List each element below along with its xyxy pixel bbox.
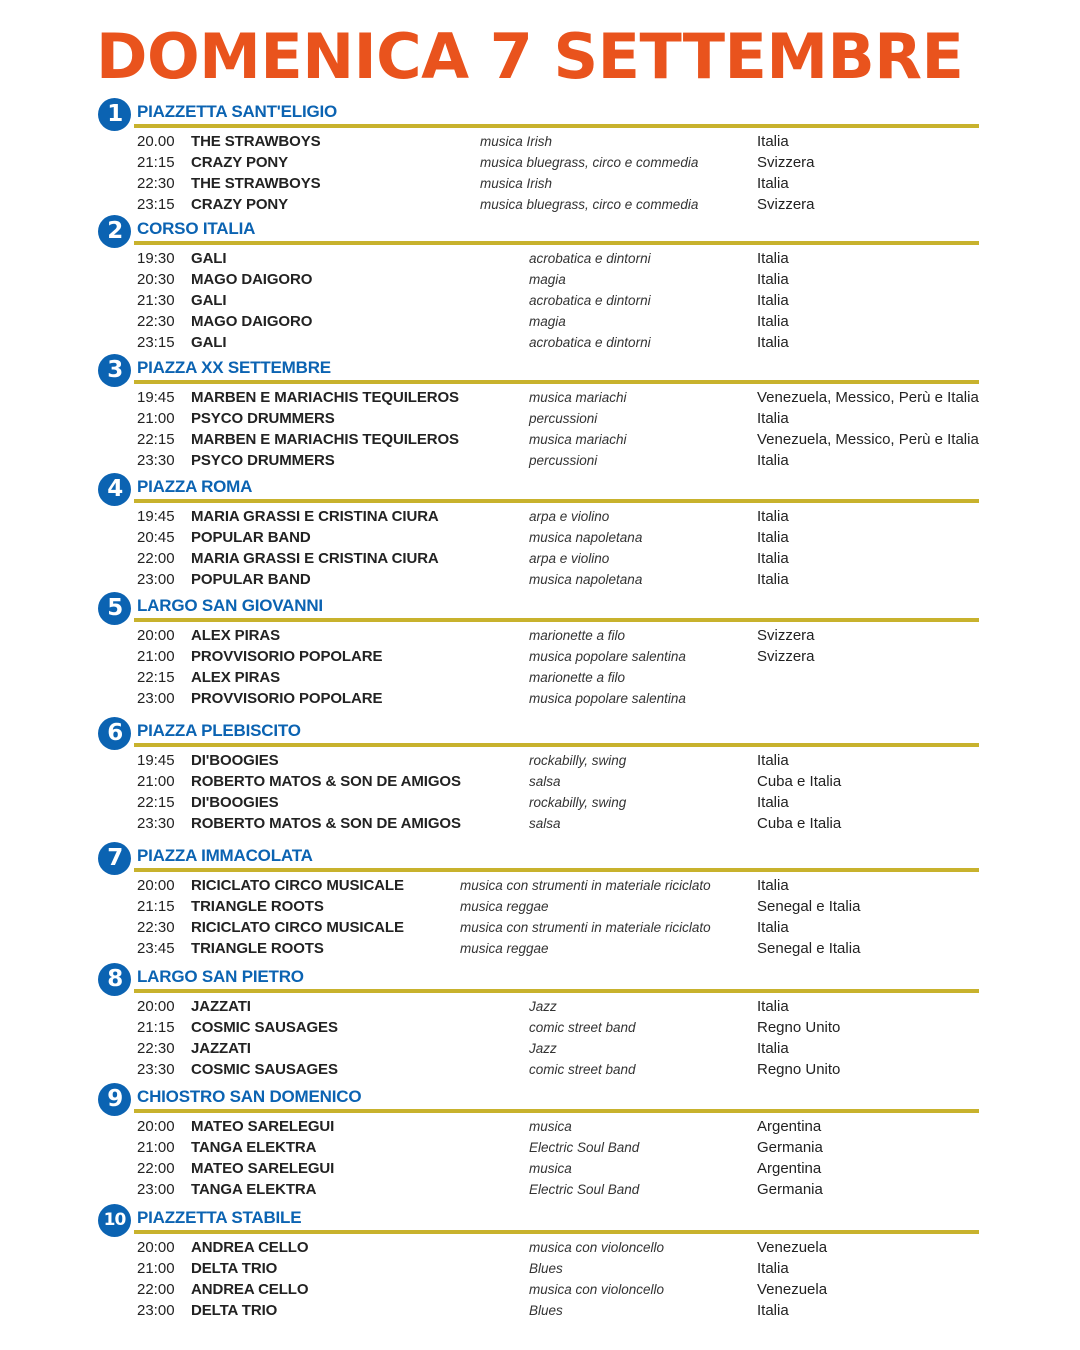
venue-header <box>0 592 1080 626</box>
performer-name: MARIA GRASSI E CRISTINA CIURA <box>191 508 439 525</box>
performance-row <box>0 1238 1080 1259</box>
performance-genre: musica con strumenti in materiale riciclato <box>460 878 711 893</box>
performance-genre: musica popolare salentina <box>529 649 686 664</box>
performance-genre: Jazz <box>529 999 557 1014</box>
performance-genre: musica <box>529 1161 572 1176</box>
performance-row <box>0 1159 1080 1180</box>
performer-name: MARIA GRASSI E CRISTINA CIURA <box>191 550 439 567</box>
performer-name: PSYCO DRUMMERS <box>191 452 335 469</box>
venue-divider <box>134 743 979 747</box>
performance-genre: Electric Soul Band <box>529 1182 640 1197</box>
performance-list <box>0 751 1080 835</box>
performance-genre: Blues <box>529 1303 563 1318</box>
venue-number-badge: 10 <box>98 1204 131 1237</box>
performance-time: 20.00 <box>137 133 175 150</box>
performer-name: JAZZATI <box>191 1040 251 1057</box>
performance-row <box>0 793 1080 814</box>
performer-name: ALEX PIRAS <box>191 627 281 644</box>
performance-genre: Electric Soul Band <box>529 1140 640 1155</box>
performance-time: 22:30 <box>137 919 175 936</box>
venue-name: LARGO SAN GIOVANNI <box>137 596 323 615</box>
performer-name: PSYCO DRUMMERS <box>191 410 335 427</box>
performer-country: Regno Unito <box>757 1019 841 1036</box>
performance-row <box>0 333 1080 354</box>
performer-name: TANGA ELEKTRA <box>191 1181 317 1198</box>
performer-name: RICICLATO CIRCO MUSICALE <box>191 877 404 894</box>
performance-time: 20:00 <box>137 998 175 1015</box>
performance-row <box>0 174 1080 195</box>
performance-row <box>0 997 1080 1018</box>
performance-genre: musica reggae <box>460 941 549 956</box>
venue-number-badge: 6 <box>98 717 131 750</box>
performer-name: PROVVISORIO POPOLARE <box>191 690 383 707</box>
performance-genre: salsa <box>529 816 561 831</box>
performance-row <box>0 1018 1080 1039</box>
venue-header <box>0 473 1080 507</box>
venue-header <box>0 1083 1080 1117</box>
performance-time: 23:00 <box>137 1302 175 1319</box>
performance-row <box>0 132 1080 153</box>
performer-country: Venezuela, Messico, Perù e Italia <box>757 389 979 406</box>
performer-country: Cuba e Italia <box>757 773 842 790</box>
performer-country: Italia <box>757 529 789 546</box>
performance-time: 22:00 <box>137 1160 175 1177</box>
performance-genre: musica napoletana <box>529 530 643 545</box>
venue-name: PIAZZETTA SANT'ELIGIO <box>137 102 338 121</box>
performance-time: 21:00 <box>137 1260 175 1277</box>
performer-name: POPULAR BAND <box>191 529 311 546</box>
performer-name: MATEO SARELEGUI <box>191 1118 335 1135</box>
venue-number-badge: 4 <box>98 473 131 506</box>
venue-name: PIAZZETTA STABILE <box>137 1208 302 1227</box>
performer-country: Italia <box>757 1040 789 1057</box>
venue-name: LARGO SAN PIETRO <box>137 967 304 986</box>
performance-genre: acrobatica e dintorni <box>529 293 651 308</box>
performance-row <box>0 1180 1080 1201</box>
performance-genre: comic street band <box>529 1020 636 1035</box>
venue-header <box>0 717 1080 751</box>
performance-time: 23:15 <box>137 196 175 213</box>
performer-name: ANDREA CELLO <box>191 1239 309 1256</box>
performance-row <box>0 291 1080 312</box>
performer-country: Italia <box>757 133 789 150</box>
performer-country: Italia <box>757 752 789 769</box>
performer-name: ALEX PIRAS <box>191 669 281 686</box>
performance-time: 20:30 <box>137 271 175 288</box>
performance-genre: musica Irish <box>480 176 553 191</box>
performer-name: GALI <box>191 292 227 309</box>
venue-divider <box>134 124 979 128</box>
performance-time: 22:15 <box>137 669 175 686</box>
performance-row <box>0 1117 1080 1138</box>
performer-country: Argentina <box>757 1118 822 1135</box>
performance-genre: musica mariachi <box>529 432 627 447</box>
performance-row <box>0 647 1080 668</box>
performance-time: 21:00 <box>137 1139 175 1156</box>
performance-genre: musica con violoncello <box>529 1282 665 1297</box>
performer-country: Senegal e Italia <box>757 898 861 915</box>
venue-header <box>0 1204 1080 1238</box>
performance-row <box>0 876 1080 897</box>
performance-row <box>0 1039 1080 1060</box>
performance-time: 23:00 <box>137 690 175 707</box>
performer-country: Italia <box>757 877 789 894</box>
performer-country: Svizzera <box>757 627 815 644</box>
performance-genre: salsa <box>529 774 561 789</box>
performer-country: Italia <box>757 1302 789 1319</box>
performance-time: 21:15 <box>137 154 175 171</box>
performance-genre: rockabilly, swing <box>529 795 627 810</box>
performance-time: 21:15 <box>137 898 175 915</box>
venue-number-badge: 3 <box>98 354 131 387</box>
performance-time: 23:30 <box>137 452 175 469</box>
performance-row <box>0 1301 1080 1322</box>
performance-time: 23:45 <box>137 940 175 957</box>
performance-genre: musica napoletana <box>529 572 643 587</box>
performance-genre: comic street band <box>529 1062 636 1077</box>
performer-country: Italia <box>757 250 789 267</box>
performer-country: Italia <box>757 1260 789 1277</box>
performance-list <box>0 132 1080 216</box>
performer-name: TRIANGLE ROOTS <box>191 898 324 915</box>
performance-time: 21:00 <box>137 773 175 790</box>
performance-genre: musica mariachi <box>529 390 627 405</box>
performance-genre: rockabilly, swing <box>529 753 627 768</box>
performer-country: Venezuela <box>757 1239 828 1256</box>
performance-time: 22:00 <box>137 550 175 567</box>
performer-name: MARBEN E MARIACHIS TEQUILEROS <box>191 431 459 448</box>
performer-country: Svizzera <box>757 196 815 213</box>
performer-name: DI'BOOGIES <box>191 752 279 769</box>
venue-number-badge: 7 <box>98 842 131 875</box>
performer-name: ANDREA CELLO <box>191 1281 309 1298</box>
performance-row <box>0 668 1080 689</box>
performance-time: 22:00 <box>137 1281 175 1298</box>
performer-name: ROBERTO MATOS & SON DE AMIGOS <box>191 815 461 832</box>
performer-country: Italia <box>757 919 789 936</box>
venue-name: PIAZZA ROMA <box>137 477 253 496</box>
performer-country: Venezuela <box>757 1281 828 1298</box>
performance-time: 19:30 <box>137 250 175 267</box>
performance-row <box>0 751 1080 772</box>
performance-time: 23:30 <box>137 815 175 832</box>
venue-number-badge: 2 <box>98 215 131 248</box>
performer-name: CRAZY PONY <box>191 196 289 213</box>
performance-time: 21:15 <box>137 1019 175 1036</box>
performance-row <box>0 1138 1080 1159</box>
performer-country: Italia <box>757 508 789 525</box>
performer-name: MATEO SARELEGUI <box>191 1160 335 1177</box>
performer-name: TRIANGLE ROOTS <box>191 940 324 957</box>
performer-name: MAGO DAIGORO <box>191 313 313 330</box>
performance-genre: musica con violoncello <box>529 1240 665 1255</box>
performance-time: 20:00 <box>137 1239 175 1256</box>
performer-country: Italia <box>757 452 789 469</box>
performer-name: DELTA TRIO <box>191 1302 278 1319</box>
performance-list <box>0 1117 1080 1201</box>
performer-country: Italia <box>757 550 789 567</box>
performer-name: TANGA ELEKTRA <box>191 1139 317 1156</box>
performer-name: MAGO DAIGORO <box>191 271 313 288</box>
performance-row <box>0 626 1080 647</box>
performance-list <box>0 388 1080 472</box>
performance-genre: musica reggae <box>460 899 549 914</box>
performer-name: GALI <box>191 334 227 351</box>
performer-name: ROBERTO MATOS & SON DE AMIGOS <box>191 773 461 790</box>
performer-country: Italia <box>757 794 789 811</box>
performance-list <box>0 1238 1080 1322</box>
performance-genre: arpa e violino <box>529 551 610 566</box>
performance-row <box>0 270 1080 291</box>
performance-genre: Blues <box>529 1261 563 1276</box>
performance-row <box>0 451 1080 472</box>
venue-divider <box>134 989 979 993</box>
performance-row <box>0 1259 1080 1280</box>
performance-genre: acrobatica e dintorni <box>529 251 651 266</box>
performer-name: POPULAR BAND <box>191 571 311 588</box>
performance-genre: musica bluegrass, circo e commedia <box>480 155 699 170</box>
venue-header <box>0 842 1080 876</box>
performance-time: 23:15 <box>137 334 175 351</box>
venue-divider <box>134 868 979 872</box>
venue-name: PIAZZA XX SETTEMBRE <box>137 358 331 377</box>
performance-time: 21:30 <box>137 292 175 309</box>
performance-row <box>0 897 1080 918</box>
venue-divider <box>134 380 979 384</box>
venue-name: PIAZZA PLEBISCITO <box>137 721 301 740</box>
performance-time: 22:30 <box>137 175 175 192</box>
performance-time: 22:15 <box>137 794 175 811</box>
performer-country: Italia <box>757 175 789 192</box>
performance-list <box>0 249 1080 354</box>
performance-row <box>0 153 1080 174</box>
performer-name: COSMIC SAUSAGES <box>191 1061 338 1078</box>
venue-header <box>0 963 1080 997</box>
performer-name: COSMIC SAUSAGES <box>191 1019 338 1036</box>
venue-name: PIAZZA IMMACOLATA <box>137 846 313 865</box>
venue-header <box>0 215 1080 249</box>
performer-country: Italia <box>757 571 789 588</box>
performance-genre: musica popolare salentina <box>529 691 686 706</box>
performer-name: THE STRAWBOYS <box>191 133 321 150</box>
performance-time: 20:45 <box>137 529 175 546</box>
performance-list <box>0 507 1080 591</box>
performer-country: Italia <box>757 271 789 288</box>
performance-time: 20:00 <box>137 1118 175 1135</box>
performance-time: 21:00 <box>137 648 175 665</box>
performance-list <box>0 626 1080 710</box>
venue-name: CHIOSTRO SAN DOMENICO <box>137 1087 362 1106</box>
performer-country: Germania <box>757 1139 823 1156</box>
performer-name: CRAZY PONY <box>191 154 289 171</box>
performance-row <box>0 689 1080 710</box>
performance-genre: acrobatica e dintorni <box>529 335 651 350</box>
performance-row <box>0 939 1080 960</box>
performer-country: Italia <box>757 292 789 309</box>
venue-divider <box>134 1230 979 1234</box>
performer-country: Senegal e Italia <box>757 940 861 957</box>
performance-row <box>0 549 1080 570</box>
performer-name: RICICLATO CIRCO MUSICALE <box>191 919 404 936</box>
venue-name: CORSO ITALIA <box>137 219 256 238</box>
performance-genre: marionette a filo <box>529 670 626 685</box>
performer-name: DELTA TRIO <box>191 1260 278 1277</box>
performer-name: JAZZATI <box>191 998 251 1015</box>
performance-time: 19:45 <box>137 508 175 525</box>
venue-divider <box>134 241 979 245</box>
venue-header <box>0 354 1080 388</box>
performer-country: Venezuela, Messico, Perù e Italia <box>757 431 979 448</box>
performance-row <box>0 249 1080 270</box>
performance-genre: arpa e violino <box>529 509 610 524</box>
performance-time: 22:15 <box>137 431 175 448</box>
performance-genre: musica bluegrass, circo e commedia <box>480 197 699 212</box>
performance-time: 19:45 <box>137 752 175 769</box>
performer-country: Germania <box>757 1181 823 1198</box>
performance-row <box>0 312 1080 333</box>
performer-country: Regno Unito <box>757 1061 841 1078</box>
venue-number-badge: 8 <box>98 963 131 996</box>
performance-row <box>0 570 1080 591</box>
performance-row <box>0 1280 1080 1301</box>
performer-country: Svizzera <box>757 648 815 665</box>
performance-row <box>0 1060 1080 1081</box>
performance-genre: musica Irish <box>480 134 553 149</box>
performance-list <box>0 997 1080 1081</box>
performance-genre: Jazz <box>529 1041 557 1056</box>
performance-row <box>0 195 1080 216</box>
performer-country: Italia <box>757 410 789 427</box>
performance-row <box>0 430 1080 451</box>
performance-genre: marionette a filo <box>529 628 626 643</box>
performance-time: 21:00 <box>137 410 175 427</box>
performer-name: GALI <box>191 250 227 267</box>
performance-time: 22:30 <box>137 1040 175 1057</box>
performance-row <box>0 409 1080 430</box>
venue-divider <box>134 618 979 622</box>
performance-row <box>0 918 1080 939</box>
performance-genre: musica <box>529 1119 572 1134</box>
performance-genre: musica con strumenti in materiale riciclato <box>460 920 711 935</box>
performance-time: 23:30 <box>137 1061 175 1078</box>
performance-genre: magia <box>529 314 566 329</box>
page-title: DOMENICA 7 SETTEMBRE <box>96 20 964 93</box>
venue-divider <box>134 1109 979 1113</box>
performer-country: Svizzera <box>757 154 815 171</box>
performance-time: 19:45 <box>137 389 175 406</box>
venue-number-badge: 1 <box>98 98 131 131</box>
venue-number-badge: 5 <box>98 592 131 625</box>
performance-list <box>0 876 1080 960</box>
performance-genre: percussioni <box>529 453 598 468</box>
performance-genre: magia <box>529 272 566 287</box>
performer-country: Italia <box>757 998 789 1015</box>
performance-row <box>0 388 1080 409</box>
performance-time: 22:30 <box>137 313 175 330</box>
performer-country: Argentina <box>757 1160 822 1177</box>
performer-country: Italia <box>757 313 789 330</box>
performance-row <box>0 814 1080 835</box>
venue-number-badge: 9 <box>98 1083 131 1116</box>
performance-time: 23:00 <box>137 571 175 588</box>
performer-country: Cuba e Italia <box>757 815 842 832</box>
performer-name: PROVVISORIO POPOLARE <box>191 648 383 665</box>
performer-name: THE STRAWBOYS <box>191 175 321 192</box>
performance-time: 20:00 <box>137 627 175 644</box>
performance-time: 23:00 <box>137 1181 175 1198</box>
performance-row <box>0 507 1080 528</box>
performance-row <box>0 772 1080 793</box>
venue-divider <box>134 499 979 503</box>
venue-header <box>0 98 1080 132</box>
performer-name: MARBEN E MARIACHIS TEQUILEROS <box>191 389 459 406</box>
performance-row <box>0 528 1080 549</box>
performer-name: DI'BOOGIES <box>191 794 279 811</box>
performance-time: 20:00 <box>137 877 175 894</box>
performer-country: Italia <box>757 334 789 351</box>
performance-genre: percussioni <box>529 411 598 426</box>
